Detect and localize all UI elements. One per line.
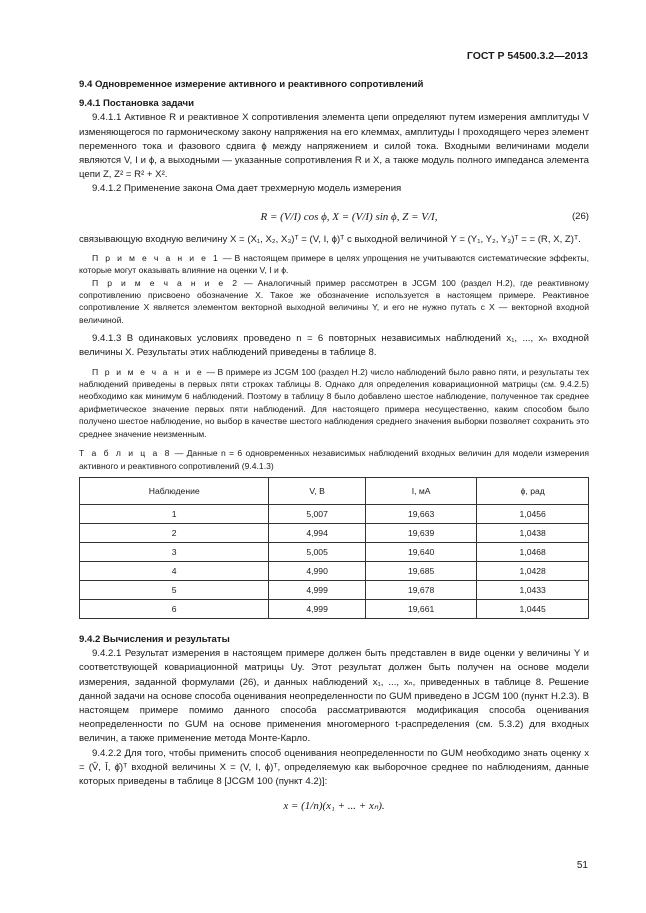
table-cell: 4,999 xyxy=(269,599,365,618)
table-cell: 1,0468 xyxy=(477,542,589,561)
observations-table xyxy=(79,477,589,619)
table-cell: 1,0445 xyxy=(477,599,589,618)
table-cell: 5,007 xyxy=(269,504,365,523)
note-3-text: — В примере из JCGM 100 (раздел H.2) число наблюдений было равно пяти, и результаты тех наблюдений приведены в первых пяти строках таблицы 8. Однако для определения ковариационной матрицы (см. 9.4.2.5) необходимо как минимум 6 наблюдений. Поэтому в таблицу 8 было добавлено шестое наблюдение, полученное так среднее арифметическое значение первых пяти наблюдений. Для настоящего примера несущественно, каким способом было получено шестое наблюдение, но выбор в качестве шестого наблюдения среднего значения выборки позволяет сохранить это среднее значение неизменным. xyxy=(79,366,590,439)
table-cell: 1,0428 xyxy=(477,561,589,580)
note-1 xyxy=(79,252,589,277)
table-row xyxy=(80,599,589,618)
note-2-text: — Аналогичный пример рассмотрен в JCGM 100 (раздел H.2), где реактивному сопротивлению присвоено обозначение X. Такое же обозначение используется в настоящем примере. Реактивное сопротивление X является элементом векторной выходной величины Y, и его не нужно путать с X — векторной входной величиной. xyxy=(79,277,589,325)
table-cell: 4 xyxy=(80,561,269,580)
section-heading-9-4-2: 9.4.2 Вычисления и результаты xyxy=(79,633,230,645)
table-caption-label: Т а б л и ц а 8 xyxy=(79,448,172,459)
paragraph-9-4-1-3: 9.4.1.3 В одинаковых условиях проведено n = 6 повторных независимых наблюдений x₁, ..., xₙ входной величины X. Результаты этих наблюдений приведены в таблице 8. xyxy=(79,333,589,359)
note-1-text: — В настоящем примере в целях упрощения не учитываются систематические эффекты, которые могут оказывать влияние на оценки V, I и ϕ. xyxy=(79,252,589,276)
equation-26-number: (26) xyxy=(571,210,589,222)
page-body xyxy=(79,78,589,819)
table-cell: 1,0433 xyxy=(477,580,589,599)
paragraph-9-4-1-2: 9.4.1.2 Применение закона Ома дает трехмерную модель измерения xyxy=(92,183,402,195)
table-caption-text: — Данные n = 6 одновременных независимых наблюдений входных величин для модели измерения активного и реактивного сопротивлений (9.4.1.3) xyxy=(79,448,589,471)
table-cell: 19,663 xyxy=(365,504,477,523)
table-cell: 4,999 xyxy=(269,580,365,599)
paragraph-9-4-2-2: 9.4.2.2 Для того, чтобы применить способ оценивания неопределенности по GUM необходимо знать оценку x = (V̂, Î, ϕ̂)ᵀ входной величины X = (V, I, ϕ)ᵀ, определяемую как выборочное среднее по наблюдениям, данные которых приведены в таблице 8 [JCGM 100 (пункт 4.2)]: xyxy=(79,747,589,787)
page-number: 51 xyxy=(576,860,588,871)
table-row xyxy=(80,561,589,580)
table-header-cell: Наблюдение xyxy=(80,477,269,504)
table-row xyxy=(80,504,589,523)
table-row xyxy=(80,542,589,561)
paragraph-9-4-1-2-cont: связывающую входную величину X = (X₁, X₂, X₃)ᵀ = (V, I, ϕ)ᵀ с выходной величиной Y = (Y₁, Y₂, Y₃)ᵀ = = (R, X, Z)ᵀ. xyxy=(79,233,581,245)
table-cell: 2 xyxy=(80,523,269,542)
table-cell: 19,640 xyxy=(365,542,477,561)
table-cell: 1,0456 xyxy=(477,504,589,523)
table-cell: 4,994 xyxy=(269,523,365,542)
paragraph-9-4-1-1: 9.4.1.1 Активное R и реактивное X сопротивления элемента цепи определяют путем измерения амплитуды V изменяющегося по гармоническому закону напряжения на его клеммах, амплитуды I проходящего через элемент переменного тока и фазового сдвига ϕ между напряжением и силой тока. Входными величинами модели являются V, I и ϕ, а выходными — указанные сопротивления R и X, а также модуль полного импеданса элемента цепи Z, Z² = R² + X². xyxy=(79,112,589,181)
table-header-cell: V, В xyxy=(269,477,365,504)
equation-mean-body: x = (1/n)(x₁ + ... + xₙ). xyxy=(283,800,385,813)
table-cell: 5,005 xyxy=(269,542,365,561)
table-cell: 5 xyxy=(80,580,269,599)
table-header-row xyxy=(80,477,589,504)
section-heading-9-4: 9.4 Одновременное измерение активного и реактивного сопротивлений xyxy=(79,79,424,90)
table-header-cell: I, мА xyxy=(365,477,477,504)
table-cell: 4,990 xyxy=(269,561,365,580)
note-2-label: П р и м е ч а н и е 2 xyxy=(92,277,239,288)
equation-26 xyxy=(79,201,589,233)
table-cell: 19,639 xyxy=(365,523,477,542)
table-cell: 1 xyxy=(80,504,269,523)
table-caption xyxy=(79,447,589,472)
paragraph-9-4-2-1: 9.4.2.1 Результат измерения в настоящем примере должен быть представлен в виде оценки y величины Y и соответствующей ковариационной матрицы Uy. Этот результат должен быть получен на основе модели измерения, заданной формулами (26), и данных наблюдений x₁, ..., xₙ, приведенных в таблице 8. Решение данной задачи на основе способа оценивания неопределенности по GUM приведено в JCGM 100 (пункт H.2.3). В настоящем примере помимо данного способа рассматриваются модификация способа оценивания неопределенности по GUM на основе применения многомерного t-распределения (см. 5.3.2) для входных величин, а также применение метода Монте-Карло. xyxy=(79,648,589,745)
table-cell: 19,678 xyxy=(365,580,477,599)
note-3 xyxy=(79,366,589,440)
document-header: ГОСТ Р 54500.3.2—2013 xyxy=(466,50,588,62)
equation-mean xyxy=(79,793,589,819)
table-row xyxy=(80,523,589,542)
table-cell: 19,661 xyxy=(365,599,477,618)
table-cell: 1,0438 xyxy=(477,523,589,542)
table-cell: 3 xyxy=(80,542,269,561)
table-header-cell: ϕ, рад xyxy=(477,477,589,504)
section-heading-9-4-1: 9.4.1 Постановка задачи xyxy=(79,98,194,110)
note-1-label: П р и м е ч а н и е 1 xyxy=(92,252,220,263)
note-2 xyxy=(79,277,589,327)
note-3-label: П р и м е ч а н и е xyxy=(92,366,204,377)
table-cell: 19,685 xyxy=(365,561,477,580)
table-row xyxy=(80,580,589,599)
table-cell: 6 xyxy=(80,599,269,618)
equation-26-body: R = (V/I) cos ϕ, X = (V/I) sin ϕ, Z = V/I, xyxy=(260,210,438,223)
